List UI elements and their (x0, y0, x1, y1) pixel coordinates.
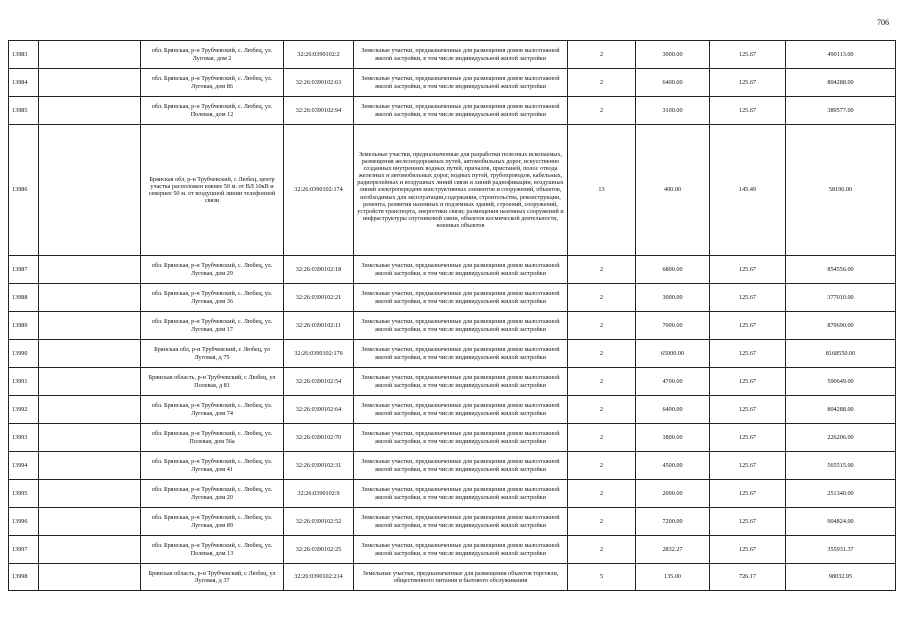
specific-value-cell: 726.17 (710, 564, 786, 591)
row-number-cell: 13984 (9, 69, 39, 97)
area-cell: 3100.00 (636, 97, 710, 125)
table-row (9, 424, 896, 452)
table-row (9, 69, 896, 97)
specific-value-cell: 125.67 (710, 97, 786, 125)
address-cell: обл. Брянская, р-н Трубчевский, с. Любец, ул. Луговая, дом 36 (141, 284, 284, 312)
specific-value-cell: 125.67 (710, 368, 786, 396)
land-use-cell: Земельные участки, предназначенные для размещения домов малоэтажной жилой застройки, в том числе индивидуальной жилой застройки (354, 508, 568, 536)
blank-cell (39, 97, 141, 125)
row-number-cell: 13990 (9, 340, 39, 368)
specific-value-cell: 125.67 (710, 396, 786, 424)
cadastral-value-cell: 377010.00 (786, 284, 896, 312)
cadastral-number-cell: 32:26:0390102:63 (284, 69, 354, 97)
land-use-cell: Земельные участки, предназначенные для размещения домов малоэтажной жилой застройки, в том числе индивидуальной жилой застройки (354, 396, 568, 424)
cadastral-value-cell: 804288.00 (786, 69, 896, 97)
address-cell: обл. Брянская, р-н Трубчевский, с. Любец, ул. Луговая, дом 2 (141, 41, 284, 69)
specific-value-cell: 125.67 (710, 452, 786, 480)
blank-cell (39, 368, 141, 396)
area-cell: 135.00 (636, 564, 710, 591)
table-row (9, 508, 896, 536)
area-cell: 65000.00 (636, 340, 710, 368)
group-cell: 2 (568, 69, 636, 97)
cadastral-number-cell: 32:26:0390102:9 (284, 480, 354, 508)
area-cell: 4500.00 (636, 452, 710, 480)
specific-value-cell: 125.67 (710, 424, 786, 452)
blank-cell (39, 312, 141, 340)
cadastral-value-cell: 389577.00 (786, 97, 896, 125)
row-number-cell: 13998 (9, 564, 39, 591)
area-cell: 2832.27 (636, 536, 710, 564)
specific-value-cell: 125.67 (710, 480, 786, 508)
group-cell: 2 (568, 312, 636, 340)
row-number-cell: 13983 (9, 41, 39, 69)
row-number-cell: 13994 (9, 452, 39, 480)
group-cell: 2 (568, 97, 636, 125)
blank-cell (39, 536, 141, 564)
blank-cell (39, 508, 141, 536)
area-cell: 3900.00 (636, 41, 710, 69)
cadastral-value-cell: 226206.00 (786, 424, 896, 452)
cadastral-value-cell: 251340.00 (786, 480, 896, 508)
land-use-cell: Земельные участки, предназначенные для размещения домов малоэтажной жилой застройки, в том числе индивидуальной жилой застройки (354, 69, 568, 97)
group-cell: 2 (568, 480, 636, 508)
blank-cell (39, 424, 141, 452)
area-cell: 6400.00 (636, 69, 710, 97)
blank-cell (39, 480, 141, 508)
cadastral-number-cell: 32:26:0390102:11 (284, 312, 354, 340)
blank-cell (39, 69, 141, 97)
land-use-cell: Земельные участки, предназначенные для размещения домов малоэтажной жилой застройки, в том числе индивидуальной жилой застройки (354, 536, 568, 564)
address-cell: Брянская обл, р-н Трубчевский, с Любец, ул Луговая, д 75 (141, 340, 284, 368)
cadastral-value-cell: 804288.00 (786, 396, 896, 424)
address-cell: обл. Брянская, р-н Трубчевский, с. Любец, ул. Полевая, дом 56а (141, 424, 284, 452)
group-cell: 2 (568, 340, 636, 368)
blank-cell (39, 340, 141, 368)
land-use-cell: Земельные участки, предназначенные для размещения домов малоэтажной жилой застройки, в том числе индивидуальной жилой застройки (354, 368, 568, 396)
area-cell: 1800.00 (636, 424, 710, 452)
area-cell: 6400.00 (636, 396, 710, 424)
specific-value-cell: 125.67 (710, 69, 786, 97)
land-use-cell: Земельные участки, предназначенные для размещения домов малоэтажной жилой застройки, в том числе индивидуальной жилой застройки (354, 312, 568, 340)
land-use-cell: Земельные участки, предназначенные для размещения домов малоэтажной жилой застройки, в том числе индивидуальной жилой застройки (354, 284, 568, 312)
group-cell: 5 (568, 564, 636, 591)
land-use-cell: Земельные участки, предназначенные для разработки полезных ископаемых, размещения железнодорожных путей, автомобильных дорог, искусственно созданных внутренних водных путей, причалов, пристаней, полос отвода железных и автомобильных дорог, водных путей, трубопроводов, кабельных, радиорелейных и воздушных линий связи и линий радиофикации, воздушных линий электропередачи конструктивных элементов и сооружений, объектов, необходимых для эксплуатации,содержания, строительства, реконструкции, ремонта, развития наземных и подземных зданий, строений, сооружений, устройств транспорта, энергетики связи; размещения наземных сооружений и инфраструктуры спутниковой связи, объектов космической деятельности, военных объектов (354, 125, 568, 256)
specific-value-cell: 125.67 (710, 284, 786, 312)
cadastral-number-cell: 32:26:0390102:64 (284, 396, 354, 424)
blank-cell (39, 125, 141, 256)
table-row (9, 312, 896, 340)
row-number-cell: 13986 (9, 125, 39, 256)
cadastral-number-cell: 32:26:0390102:21 (284, 284, 354, 312)
area-cell: 7000.00 (636, 312, 710, 340)
row-number-cell: 13997 (9, 536, 39, 564)
table-row (9, 97, 896, 125)
row-number-cell: 13991 (9, 368, 39, 396)
land-use-cell: Земельные участки, предназначенные для размещения домов малоэтажной жилой застройки, в том числе индивидуальной жилой застройки (354, 424, 568, 452)
table-row (9, 284, 896, 312)
blank-cell (39, 41, 141, 69)
land-use-cell: Земельные участки, предназначенные для размещения домов малоэтажной жилой застройки, в том числе индивидуальной жилой застройки (354, 452, 568, 480)
table-row (9, 536, 896, 564)
group-cell: 2 (568, 284, 636, 312)
cadastral-number-cell: 32:26:0390102:174 (284, 125, 354, 256)
land-use-cell: Земельные участки, предназначенные для размещения домов малоэтажной жилой застройки, в том числе индивидуальной жилой застройки (354, 340, 568, 368)
cadastral-value-cell: 565515.00 (786, 452, 896, 480)
table-row (9, 564, 896, 591)
address-cell: обл. Брянская, р-н Трубчевский, с. Любец, ул. Луговая, дом 17 (141, 312, 284, 340)
group-cell: 2 (568, 396, 636, 424)
address-cell: обл. Брянская, р-н Трубчевский, с. Любец, ул. Полевая, дом 13 (141, 536, 284, 564)
cadastral-number-cell: 32:26:0390102:94 (284, 97, 354, 125)
address-cell: обл. Брянская, р-н Трубчевский, с. Любец, ул. Луговая, дом 20 (141, 480, 284, 508)
cadastral-value-cell: 904824.00 (786, 508, 896, 536)
cadastral-value-cell: 8168550.00 (786, 340, 896, 368)
specific-value-cell: 145.49 (710, 125, 786, 256)
cadastral-number-cell: 32:26:0390102:25 (284, 536, 354, 564)
land-use-cell: Земельные участки, предназначенные для размещения домов малоэтажной жилой застройки, в том числе индивидуальной жилой застройки (354, 41, 568, 69)
land-use-cell: Земельные участки, предназначенные для размещения домов малоэтажной жилой застройки, в том числе индивидуальной жилой застройки (354, 97, 568, 125)
table-row (9, 41, 896, 69)
area-cell: 7200.00 (636, 508, 710, 536)
group-cell: 13 (568, 125, 636, 256)
blank-cell (39, 452, 141, 480)
cadastral-number-cell: 32:26:0390102:70 (284, 424, 354, 452)
row-number-cell: 13995 (9, 480, 39, 508)
cadastral-number-cell: 32:26:0390102:2 (284, 41, 354, 69)
blank-cell (39, 564, 141, 591)
specific-value-cell: 125.67 (710, 256, 786, 284)
specific-value-cell: 125.67 (710, 508, 786, 536)
group-cell: 2 (568, 368, 636, 396)
cadastral-value-cell: 590649.00 (786, 368, 896, 396)
address-cell: обл. Брянская, р-н Трубчевский, с. Любец, ул. Полевая, дом 12 (141, 97, 284, 125)
cadastral-value-table (8, 40, 896, 591)
area-cell: 4700.00 (636, 368, 710, 396)
table-row (9, 125, 896, 256)
blank-cell (39, 284, 141, 312)
cadastral-number-cell: 32:26:0390102:214 (284, 564, 354, 591)
cadastral-value-cell: 879690.00 (786, 312, 896, 340)
specific-value-cell: 125.67 (710, 340, 786, 368)
cadastral-number-cell: 32:26:0390102:18 (284, 256, 354, 284)
group-cell: 2 (568, 508, 636, 536)
group-cell: 2 (568, 256, 636, 284)
group-cell: 2 (568, 536, 636, 564)
table-body (9, 41, 896, 591)
blank-cell (39, 256, 141, 284)
specific-value-cell: 125.67 (710, 41, 786, 69)
page-number: 706 (877, 18, 889, 27)
row-number-cell: 13985 (9, 97, 39, 125)
row-number-cell: 13987 (9, 256, 39, 284)
table-row (9, 452, 896, 480)
area-cell: 400.00 (636, 125, 710, 256)
address-cell: обл. Брянская, р-н Трубчевский, с. Любец, ул. Луговая, дом 89 (141, 508, 284, 536)
table-row (9, 480, 896, 508)
group-cell: 2 (568, 452, 636, 480)
cadastral-number-cell: 32:26:0390102:31 (284, 452, 354, 480)
cadastral-value-cell: 854556.00 (786, 256, 896, 284)
cadastral-number-cell: 32:26:0390102:176 (284, 340, 354, 368)
address-cell: Брянская обл, р-н Трубчевский, с Любец, центр участка расположен южнее 50 м. от ВЛ 10кВ и севернее 50 м. от воздушной линии телефонной связи (141, 125, 284, 256)
address-cell: обл. Брянская, р-н Трубчевский, с. Любец, ул. Луговая, дом 41 (141, 452, 284, 480)
table-row (9, 340, 896, 368)
address-cell: обл. Брянская, р-н Трубчевский, с. Любец, ул. Луговая, дом 74 (141, 396, 284, 424)
specific-value-cell: 125.67 (710, 536, 786, 564)
table-row (9, 368, 896, 396)
row-number-cell: 13992 (9, 396, 39, 424)
table-row (9, 396, 896, 424)
cadastral-number-cell: 32:26:0390102:54 (284, 368, 354, 396)
table-row (9, 256, 896, 284)
row-number-cell: 13996 (9, 508, 39, 536)
area-cell: 3000.00 (636, 284, 710, 312)
address-cell: Брянская область, р-н Трубчевский, с Любец, ул Полевая, д 81 (141, 368, 284, 396)
row-number-cell: 13989 (9, 312, 39, 340)
group-cell: 2 (568, 424, 636, 452)
area-cell: 2000.00 (636, 480, 710, 508)
cadastral-number-cell: 32:26:0390102:52 (284, 508, 354, 536)
row-number-cell: 13988 (9, 284, 39, 312)
address-cell: Брянская область, р-н Трубчевский, с Любец, ул Луговая, д 37 (141, 564, 284, 591)
address-cell: обл. Брянская, р-н Трубчевский, с. Любец, ул. Луговая, дом 29 (141, 256, 284, 284)
cadastral-value-cell: 58196.00 (786, 125, 896, 256)
specific-value-cell: 125.67 (710, 312, 786, 340)
land-use-cell: Земельные участки, предназначенные для размещения объектов торговли, общественного питания и бытового обслуживания (354, 564, 568, 591)
row-number-cell: 13993 (9, 424, 39, 452)
land-use-cell: Земельные участки, предназначенные для размещения домов малоэтажной жилой застройки, в том числе индивидуальной жилой застройки (354, 256, 568, 284)
group-cell: 2 (568, 41, 636, 69)
land-use-cell: Земельные участки, предназначенные для размещения домов малоэтажной жилой застройки, в том числе индивидуальной жилой застройки (354, 480, 568, 508)
cadastral-value-cell: 355931.37 (786, 536, 896, 564)
cadastral-value-cell: 490113.00 (786, 41, 896, 69)
blank-cell (39, 396, 141, 424)
cadastral-value-cell: 98032.95 (786, 564, 896, 591)
address-cell: обл. Брянская, р-н Трубчевский, с. Любец, ул. Луговая, дом 86 (141, 69, 284, 97)
area-cell: 6800.00 (636, 256, 710, 284)
